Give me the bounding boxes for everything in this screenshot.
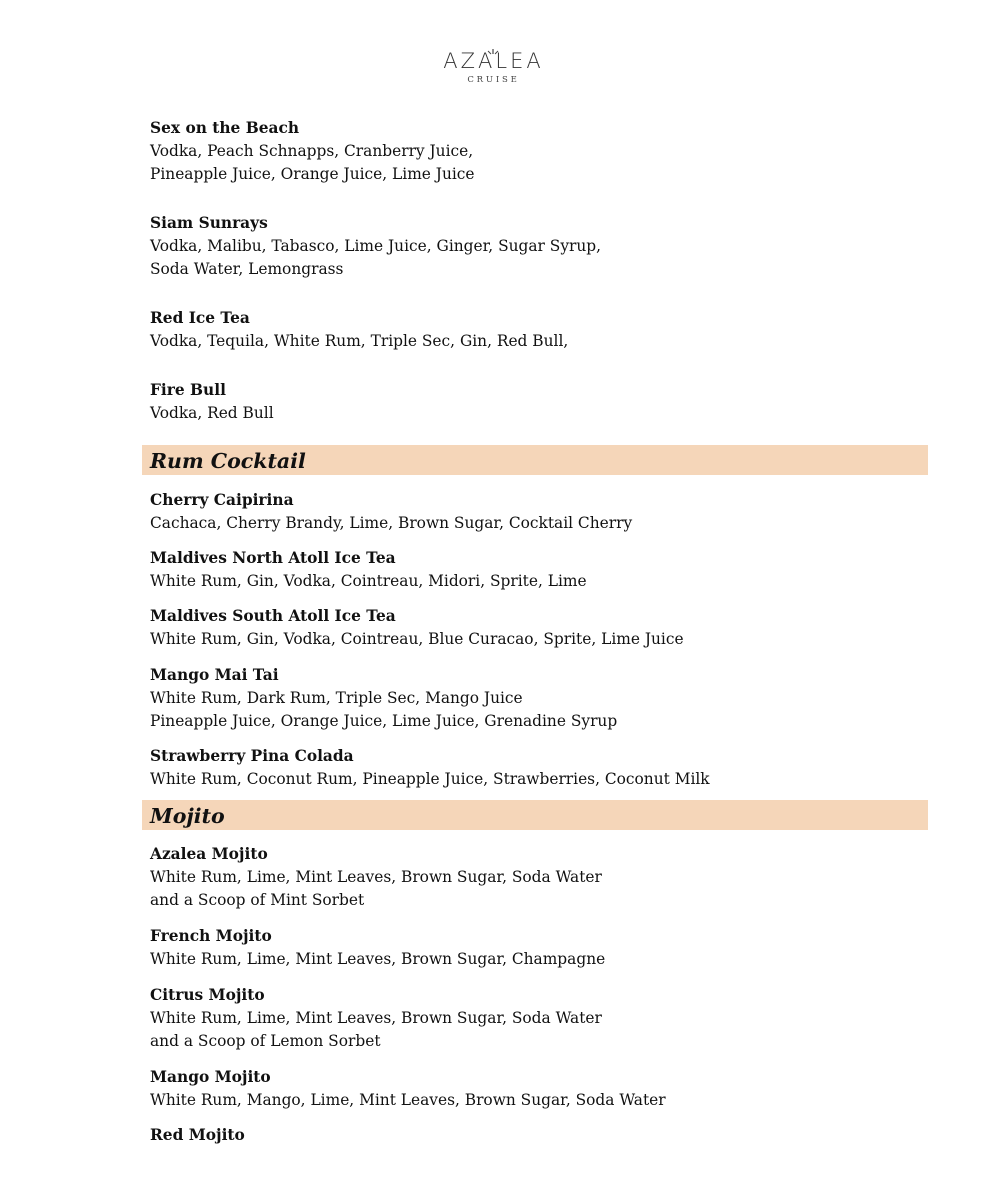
item-ingredients: White Rum, Lime, Mint Leaves, Brown Sugar, Soda Water — [150, 868, 602, 886]
section-header-mojito — [142, 800, 928, 830]
item-ingredients: White Rum, Dark Rum, Triple Sec, Mango Juice — [150, 689, 523, 707]
item-ingredients: Cachaca, Cherry Brandy, Lime, Brown Sugar, Cocktail Cherry — [150, 514, 633, 532]
menu-item — [150, 117, 475, 186]
item-ingredients: White Rum, Gin, Vodka, Cointreau, Midori, Sprite, Lime — [150, 572, 587, 590]
section-title: Rum Cocktail — [150, 449, 306, 473]
item-ingredients: White Rum, Mango, Lime, Mint Leaves, Brown Sugar, Soda Water — [150, 1091, 666, 1109]
item-ingredients: White Rum, Lime, Mint Leaves, Brown Sugar, Soda Water — [150, 1009, 602, 1027]
item-ingredients: Vodka, Red Bull — [150, 404, 274, 422]
section-title: Mojito — [150, 804, 225, 828]
menu-item — [150, 1124, 245, 1147]
menu-item — [150, 843, 602, 912]
item-ingredients: Vodka, Malibu, Tabasco, Lime Juice, Ginger, Sugar Syrup, — [150, 237, 602, 255]
menu-item — [150, 307, 568, 353]
item-name: Mango Mojito — [150, 1068, 271, 1086]
item-name: Maldives South Atoll Ice Tea — [150, 607, 396, 625]
menu-item — [150, 745, 710, 791]
item-ingredients: Pineapple Juice, Orange Juice, Lime Juice, Grenadine Syrup — [150, 712, 618, 730]
item-name: Cherry Caipirina — [150, 491, 294, 509]
item-ingredients: White Rum, Coconut Rum, Pineapple Juice, Strawberries, Coconut Milk — [150, 770, 710, 788]
logo-brand: AZALEA — [443, 49, 544, 73]
item-ingredients: Vodka, Peach Schnapps, Cranberry Juice, — [150, 142, 474, 160]
item-name: Siam Sunrays — [150, 214, 268, 232]
menu-item — [150, 212, 601, 281]
item-ingredients: Soda Water, Lemongrass — [150, 260, 344, 278]
item-ingredients: White Rum, Gin, Vodka, Cointreau, Blue Curacao, Sprite, Lime Juice — [150, 630, 684, 648]
item-name: Fire Bull — [150, 381, 226, 399]
item-name: Azalea Mojito — [150, 845, 268, 863]
menu-item — [150, 1066, 666, 1112]
item-name: Red Mojito — [150, 1126, 245, 1144]
item-ingredients: and a Scoop of Mint Sorbet — [150, 891, 365, 909]
item-name: Citrus Mojito — [150, 986, 265, 1004]
menu-item — [150, 925, 605, 971]
menu-item — [150, 605, 684, 651]
item-name: Maldives North Atoll Ice Tea — [150, 549, 396, 567]
item-name: Mango Mai Tai — [150, 666, 279, 684]
logo-subtitle: CRUISE — [467, 75, 520, 85]
item-ingredients: and a Scoop of Lemon Sorbet — [150, 1032, 381, 1050]
section-header-rum-cocktail — [142, 445, 928, 475]
menu-item — [150, 664, 617, 733]
item-ingredients: White Rum, Lime, Mint Leaves, Brown Sugar, Champagne — [150, 950, 606, 968]
menu-item — [150, 984, 602, 1053]
item-name: Red Ice Tea — [150, 309, 250, 327]
item-name: Sex on the Beach — [150, 119, 300, 137]
item-name: French Mojito — [150, 927, 272, 945]
menu-item — [150, 547, 587, 593]
menu-item — [150, 379, 274, 425]
item-ingredients: Pineapple Juice, Orange Juice, Lime Juice — [150, 165, 475, 183]
item-name: Strawberry Pina Colada — [150, 747, 354, 765]
item-ingredients: Vodka, Tequila, White Rum, Triple Sec, Gin, Red Bull, — [150, 332, 569, 350]
menu-item — [150, 489, 632, 535]
